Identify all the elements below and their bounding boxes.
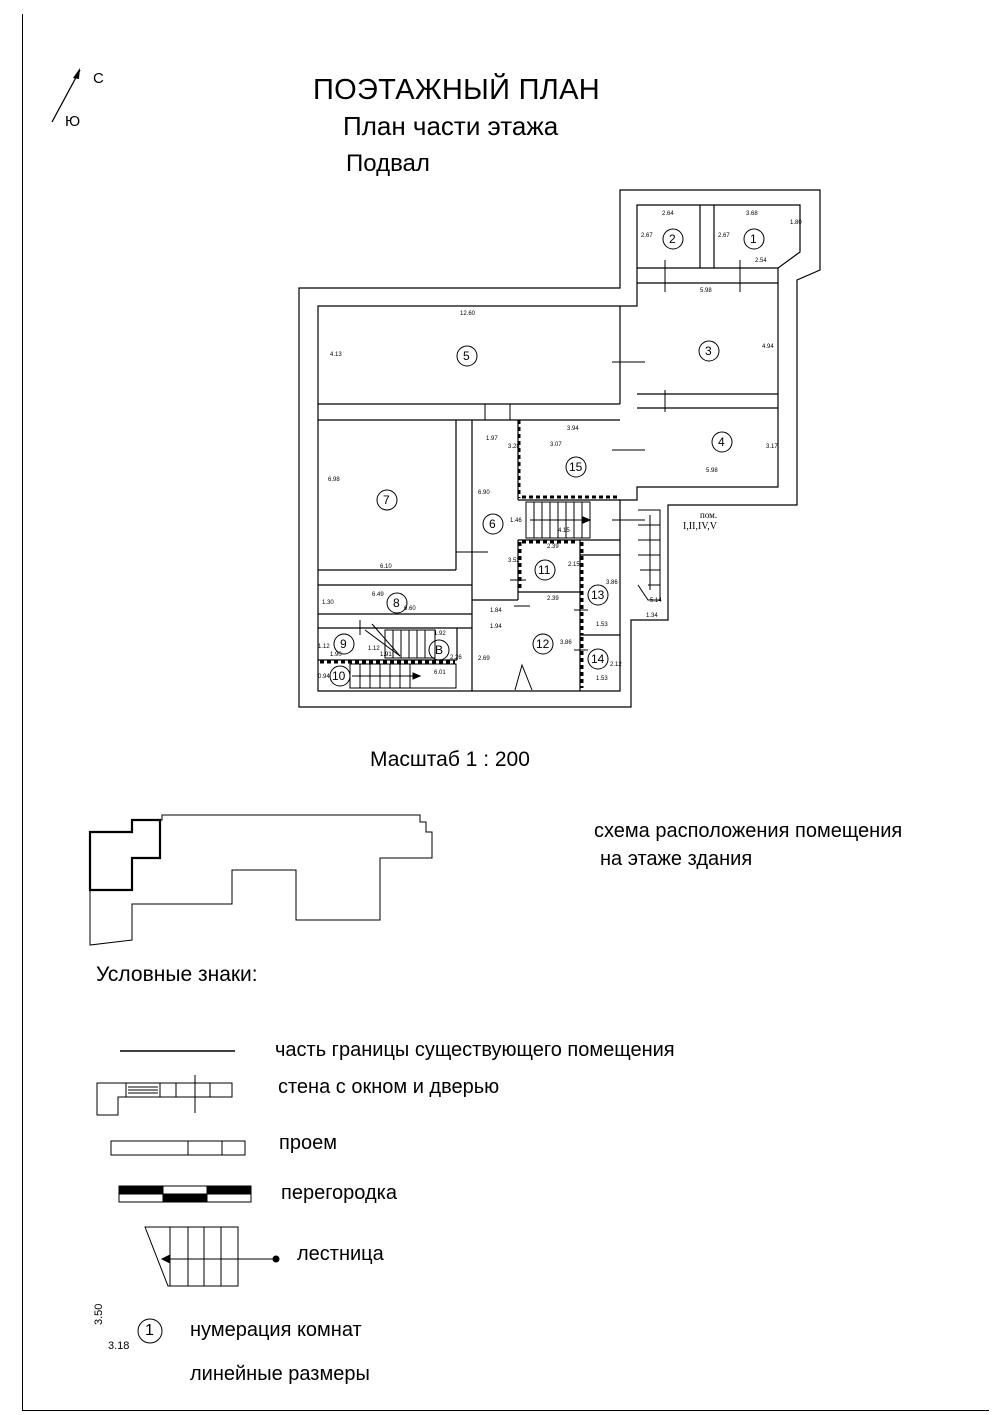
scheme-caption-line1: схема расположения помещения [594, 820, 903, 842]
room-number: 15 [569, 460, 583, 474]
location-scheme [90, 815, 432, 945]
room-number: 3 [705, 344, 712, 358]
room-number: 1 [750, 232, 757, 246]
dimension-label: 2.26 [450, 655, 462, 661]
dimension-label: 5.98 [706, 468, 718, 474]
dimension-label: 4.94 [762, 344, 774, 350]
dimension-label: 3.28 [508, 444, 520, 450]
dimension-label: 1.80 [790, 220, 802, 226]
dimension-label: 3.52 [508, 558, 520, 564]
room-number: 10 [332, 669, 346, 683]
dimension-label: 6.90 [478, 490, 490, 496]
room-number: В [435, 643, 444, 657]
dimension-label: 2.67 [718, 233, 730, 239]
scheme-caption [594, 817, 902, 873]
legend-item-opening: проем [279, 1132, 337, 1154]
dimension-label: 2.64 [662, 211, 674, 217]
compass-north-label: С [93, 70, 104, 87]
dimension-label: 1.97 [486, 436, 498, 442]
room-number: 11 [538, 563, 551, 577]
legend-room-number-sample: 1 [145, 1322, 154, 1339]
room-number: 8 [393, 596, 400, 610]
legend-dimension-sample-a: 3.50 [93, 1303, 105, 1325]
dimension-label: 3.68 [746, 211, 758, 217]
dimension-label: 4.13 [330, 352, 342, 358]
legend-item-room-number: нумерация комнат [190, 1319, 362, 1341]
dimension-label: 2.69 [478, 656, 490, 662]
dimension-label: 2.15 [568, 562, 580, 568]
dimension-label: 4.15 [558, 528, 570, 534]
dimension-label: 2.67 [641, 233, 653, 239]
room-circles [330, 229, 764, 686]
legend-title: Условные знаки: [96, 963, 258, 986]
dimension-label: 1.30 [322, 600, 334, 606]
dimension-label: 2.39 [547, 596, 559, 602]
room-number: 5 [463, 349, 470, 363]
dimension-label: 6.98 [328, 477, 340, 483]
dimension-label: 1.53 [596, 622, 608, 628]
dimension-label: 1.53 [596, 676, 608, 682]
dimension-label: 3.86 [560, 640, 572, 646]
dimension-label: 6.60 [404, 606, 416, 612]
legend-samples [97, 1051, 279, 1343]
premises-codes: I,II,IV,V [683, 521, 717, 532]
dimension-label: 1.12 [368, 646, 380, 652]
room-number: 12 [536, 637, 550, 651]
dimension-label: 5.14 [650, 598, 662, 604]
compass-south-label: Ю [65, 113, 81, 130]
dimension-label: 1.94 [490, 624, 502, 630]
dimension-label: 2.39 [547, 544, 559, 550]
plan-subtitle: План части этажа [343, 111, 559, 141]
dimension-label: 6.49 [372, 592, 384, 598]
dimension-label: 12.60 [460, 311, 476, 317]
dimension-label: 3.07 [550, 442, 562, 448]
premises-label: пом. [700, 510, 718, 520]
room-number: 4 [718, 435, 725, 449]
location-scheme-highlight [90, 820, 160, 890]
dimension-label: 1.84 [490, 608, 502, 614]
dimension-label: 1.46 [510, 518, 522, 524]
dimension-label: 1.91 [380, 652, 392, 658]
legend-dimension-sample-b: 3.18 [108, 1340, 130, 1352]
dimension-label: 6.01 [434, 670, 446, 676]
legend-item-partition: перегородка [281, 1182, 397, 1204]
room-number: 14 [591, 652, 605, 666]
dimension-label: 5.98 [700, 288, 712, 294]
room-number: 7 [383, 493, 390, 507]
room-number: 9 [340, 637, 347, 651]
legend-item-dimensions: линейные размеры [190, 1363, 370, 1385]
dimension-label: 1.12 [318, 644, 330, 650]
dimension-label: 3.86 [606, 580, 618, 586]
dimension-label: 3.17 [766, 444, 778, 450]
room-number: 2 [669, 232, 676, 246]
scale-label: Масштаб 1 : 200 [370, 748, 530, 771]
dimension-label: 1.90 [330, 652, 342, 658]
interior-walls [318, 205, 778, 691]
legend-item-stairs: лестница [297, 1243, 384, 1265]
floor-label: Подвал [346, 150, 430, 177]
room-number: 13 [591, 588, 605, 602]
dimension-label: 6.10 [380, 564, 392, 570]
dimension-label: 0.94 [318, 674, 330, 680]
dimension-label: 2.12 [610, 662, 622, 668]
dimension-label: 1.34 [646, 613, 658, 619]
dimension-label: 1.92 [434, 631, 446, 637]
dimension-label: 2.54 [755, 258, 767, 264]
room-number: 6 [489, 517, 496, 531]
dimension-label: 3.94 [567, 426, 579, 432]
legend-item-wall: стена с окном и дверью [278, 1076, 500, 1098]
legend-item-boundary: часть границы существующего помещения [275, 1039, 675, 1061]
plan-title: ПОЭТАЖНЫЙ ПЛАН [313, 74, 600, 106]
scheme-caption-line2: на этаже здания [600, 848, 753, 870]
